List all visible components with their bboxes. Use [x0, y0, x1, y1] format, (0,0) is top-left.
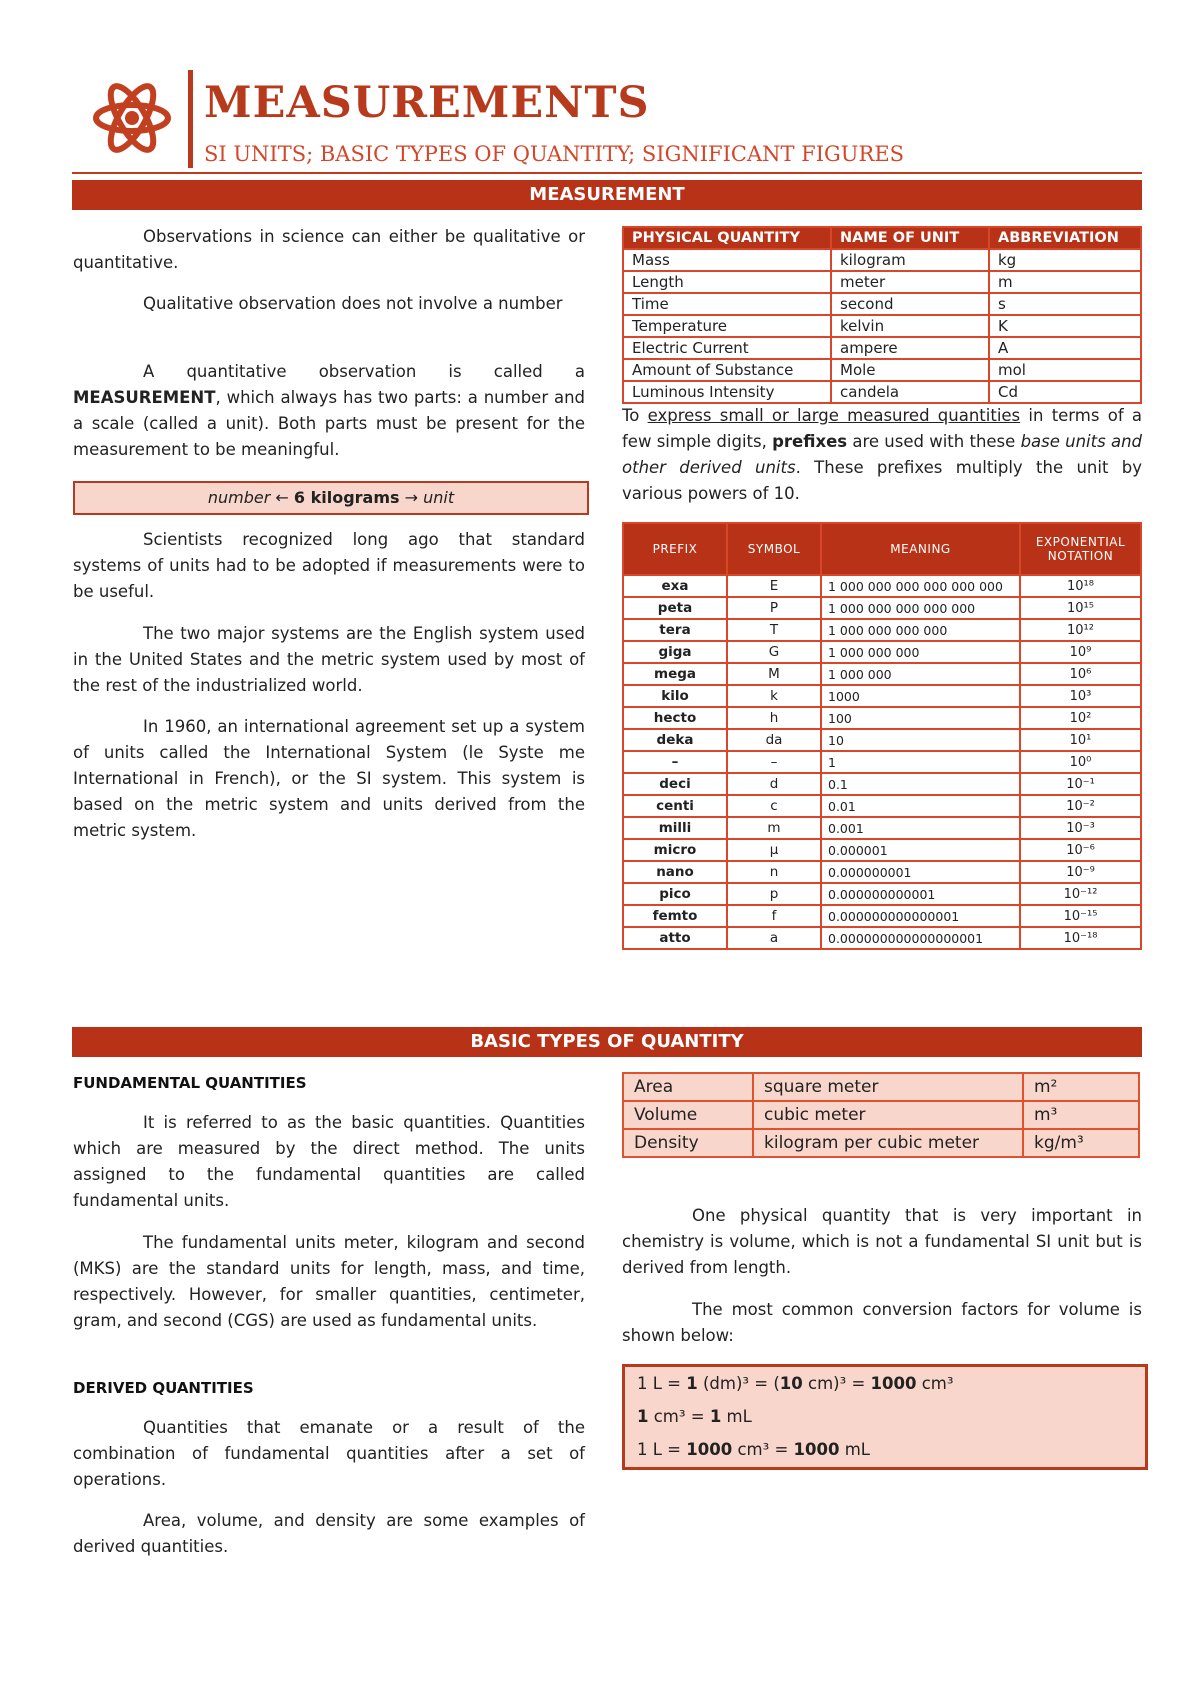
paragraph: Qualitative observation does not involve a number [143, 294, 563, 313]
fundamental-quantities-heading: FUNDAMENTAL QUANTITIES [73, 1074, 307, 1092]
paragraph: One physical quantity that is very important in chemistry is volume, which is not a fundamental SI unit but is derived from length. [622, 1206, 1142, 1277]
column-header: NAME OF UNIT [831, 227, 989, 249]
column-header: PHYSICAL QUANTITY [623, 227, 831, 249]
table-row: femto f 0.000000000000001 10⁻¹⁵ [623, 905, 1141, 927]
paragraph: The most common conversion factors for volume is shown below: [622, 1300, 1142, 1345]
section-bar-basic-types: BASIC TYPES OF QUANTITY [72, 1027, 1142, 1057]
table-row: nano n 0.000000001 10⁻⁹ [623, 861, 1141, 883]
table-row: mega M 1 000 000 10⁶ [623, 663, 1141, 685]
paragraph: The fundamental units meter, kilogram and second (MKS) are the standard units for length, mass, and time, respectively. However, for smaller quantities, centimeter, gram, and second (CGS) are used as fundamental units. [73, 1233, 585, 1330]
table-row: – – 1 10⁰ [623, 751, 1141, 773]
table-row: centi c 0.01 10⁻² [623, 795, 1141, 817]
derived-quantities-heading: DERIVED QUANTITIES [73, 1379, 254, 1397]
table-row: Amount of Substance Mole mol [623, 359, 1141, 381]
conversion-line: 1 cm³ = 1 mL [637, 1407, 752, 1426]
table-row: Volume cubic meter m³ [623, 1101, 1139, 1129]
table-row: hecto h 100 10² [623, 707, 1141, 729]
table-row: kilo k 1000 10³ [623, 685, 1141, 707]
table-row: Length meter m [623, 271, 1141, 293]
paragraph: Area, volume, and density are some examples of derived quantities. [73, 1511, 585, 1556]
table-row: giga G 1 000 000 000 10⁹ [623, 641, 1141, 663]
paragraph: Quantities that emanate or a result of the combination of fundamental quantities after a set of operations. [73, 1418, 585, 1489]
paragraph: A quantitative observation is called a MEASUREMENT, which always has two parts: a number and a scale (called a unit). Both parts must be present for the measurement to be meaningful. [73, 362, 585, 459]
table-row: atto a 0.000000000000000001 10⁻¹⁸ [623, 927, 1141, 949]
column-header: EXPONENTIAL NOTATION [1020, 523, 1141, 575]
formula-box: number ← 6 kilograms → unit [73, 481, 589, 515]
paragraph: In 1960, an international agreement set up a system of units called the International System (le Syste me International in French), or the SI system. This system is based on the metric system and units derived from the metric system. [73, 717, 585, 840]
paragraph: Observations in science can either be qualitative or quantitative. [73, 227, 585, 272]
prefix-table [622, 522, 1142, 950]
header-divider [72, 172, 1142, 174]
conversion-factors-box [622, 1364, 1148, 1470]
page-subtitle: SI UNITS; BASIC TYPES OF QUANTITY; SIGNIFICANT FIGURES [204, 142, 905, 166]
section-bar-measurement: MEASUREMENT [72, 180, 1142, 210]
table-row: Density kilogram per cubic meter kg/m³ [623, 1129, 1139, 1157]
table-row: Luminous Intensity candela Cd [623, 381, 1141, 403]
paragraph: It is referred to as the basic quantities. Quantities which are measured by the direct method. The units assigned to the fundamental quantities are called fundamental units. [73, 1113, 585, 1210]
table-row: Area square meter m² [623, 1073, 1139, 1101]
table-row: exa E 1 000 000 000 000 000 000 10¹⁸ [623, 575, 1141, 597]
column-header: MEANING [821, 523, 1020, 575]
si-units-table [622, 226, 1142, 404]
table-row: Mass kilogram kg [623, 249, 1141, 271]
atom-icon [92, 78, 172, 158]
table-row: peta P 1 000 000 000 000 000 10¹⁵ [623, 597, 1141, 619]
table-row: milli m 0.001 10⁻³ [623, 817, 1141, 839]
table-row: tera T 1 000 000 000 000 10¹² [623, 619, 1141, 641]
paragraph: The two major systems are the English system used in the United States and the metric system used by most of the rest of the industrialized world. [73, 624, 585, 695]
title-accent-bar [188, 70, 193, 168]
table-row: Temperature kelvin K [623, 315, 1141, 337]
table-row: deka da 10 10¹ [623, 729, 1141, 751]
prefix-intro-text: To express small or large measured quantities in terms of a few simple digits, prefixes are used with these base units and other derived units. These prefixes multiply the unit by various powers of 10. [622, 406, 1142, 503]
table-row: Time second s [623, 293, 1141, 315]
column-header: PREFIX [623, 523, 727, 575]
derived-units-table [622, 1072, 1140, 1158]
column-header: ABBREVIATION [989, 227, 1141, 249]
column-header: SYMBOL [727, 523, 821, 575]
table-row: micro μ 0.000001 10⁻⁶ [623, 839, 1141, 861]
conversion-line: 1 L = 1 (dm)³ = (10 cm)³ = 1000 cm³ [637, 1374, 954, 1393]
page-title: MEASUREMENTS [204, 78, 650, 128]
table-row: Electric Current ampere A [623, 337, 1141, 359]
paragraph: Scientists recognized long ago that standard systems of units had to be adopted if measurements were to be useful. [73, 530, 585, 601]
table-row: deci d 0.1 10⁻¹ [623, 773, 1141, 795]
table-row: pico p 0.000000000001 10⁻¹² [623, 883, 1141, 905]
conversion-line: 1 L = 1000 cm³ = 1000 mL [637, 1440, 870, 1459]
